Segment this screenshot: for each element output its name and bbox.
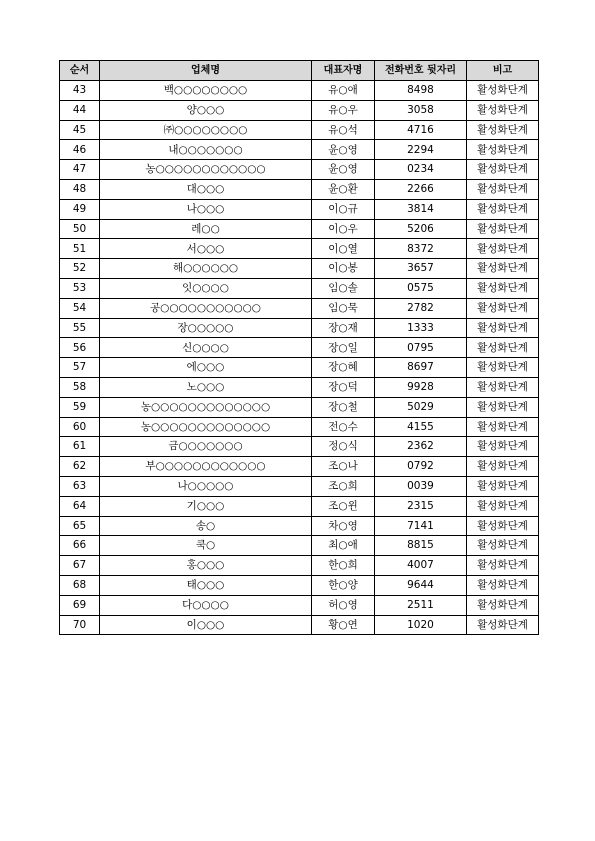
row-business-name: 노○○○ xyxy=(100,377,312,397)
row-representative: 유○석 xyxy=(312,120,375,140)
row-order: 70 xyxy=(60,615,100,635)
header-row xyxy=(60,61,539,81)
row-representative: 임○묵 xyxy=(312,298,375,318)
row-business-name: 금○○○○○○○ xyxy=(100,437,312,457)
row-phone-last-digits: 5029 xyxy=(375,397,467,417)
row-order: 44 xyxy=(60,100,100,120)
table-row xyxy=(60,516,539,536)
table-row xyxy=(60,437,539,457)
row-representative: 이○열 xyxy=(312,239,375,259)
row-representative: 전○수 xyxy=(312,417,375,437)
row-business-name: 신○○○○ xyxy=(100,338,312,358)
business-table xyxy=(59,60,539,635)
row-representative: 정○식 xyxy=(312,437,375,457)
row-representative: 유○우 xyxy=(312,100,375,120)
row-remarks: 활성화단계 xyxy=(467,377,539,397)
row-phone-last-digits: 8372 xyxy=(375,239,467,259)
row-phone-last-digits: 3657 xyxy=(375,259,467,279)
row-remarks: 활성화단계 xyxy=(467,318,539,338)
row-representative: 조○희 xyxy=(312,476,375,496)
header-business-name: 업체명 xyxy=(100,61,312,81)
row-remarks: 활성화단계 xyxy=(467,575,539,595)
row-representative: 이○우 xyxy=(312,219,375,239)
row-remarks: 활성화단계 xyxy=(467,278,539,298)
row-representative: 장○덕 xyxy=(312,377,375,397)
row-phone-last-digits: 5206 xyxy=(375,219,467,239)
row-business-name: 태○○○ xyxy=(100,575,312,595)
row-business-name: 다○○○○ xyxy=(100,595,312,615)
row-remarks: 활성화단계 xyxy=(467,358,539,378)
row-business-name: 나○○○○○ xyxy=(100,476,312,496)
row-order: 60 xyxy=(60,417,100,437)
row-representative: 윤○영 xyxy=(312,160,375,180)
row-representative: 이○봉 xyxy=(312,259,375,279)
row-remarks: 활성화단계 xyxy=(467,595,539,615)
row-phone-last-digits: 3814 xyxy=(375,199,467,219)
row-order: 58 xyxy=(60,377,100,397)
row-remarks: 활성화단계 xyxy=(467,536,539,556)
row-business-name: 서○○○ xyxy=(100,239,312,259)
row-phone-last-digits: 2315 xyxy=(375,496,467,516)
row-representative: 조○윈 xyxy=(312,496,375,516)
row-phone-last-digits: 1333 xyxy=(375,318,467,338)
row-business-name: 쿡○ xyxy=(100,536,312,556)
table-row xyxy=(60,199,539,219)
row-representative: 윤○환 xyxy=(312,179,375,199)
row-representative: 장○혜 xyxy=(312,358,375,378)
table-row xyxy=(60,358,539,378)
row-order: 67 xyxy=(60,556,100,576)
row-phone-last-digits: 3058 xyxy=(375,100,467,120)
row-phone-last-digits: 2782 xyxy=(375,298,467,318)
row-order: 65 xyxy=(60,516,100,536)
table-row xyxy=(60,575,539,595)
row-phone-last-digits: 0234 xyxy=(375,160,467,180)
row-representative: 허○영 xyxy=(312,595,375,615)
row-order: 69 xyxy=(60,595,100,615)
row-phone-last-digits: 0575 xyxy=(375,278,467,298)
row-order: 57 xyxy=(60,358,100,378)
row-remarks: 활성화단계 xyxy=(467,140,539,160)
row-business-name: 농○○○○○○○○○○○○ xyxy=(100,160,312,180)
row-phone-last-digits: 9928 xyxy=(375,377,467,397)
row-business-name: 에○○○ xyxy=(100,358,312,378)
row-remarks: 활성화단계 xyxy=(467,298,539,318)
table-row xyxy=(60,377,539,397)
row-remarks: 활성화단계 xyxy=(467,199,539,219)
row-business-name: 나○○○ xyxy=(100,199,312,219)
row-representative: 장○재 xyxy=(312,318,375,338)
row-phone-last-digits: 2511 xyxy=(375,595,467,615)
table-row xyxy=(60,120,539,140)
row-order: 66 xyxy=(60,536,100,556)
row-order: 56 xyxy=(60,338,100,358)
header-phone-last-digits: 전화번호 뒷자리 xyxy=(375,61,467,81)
row-business-name: 내○○○○○○○ xyxy=(100,140,312,160)
table-row xyxy=(60,615,539,635)
table-row xyxy=(60,298,539,318)
row-business-name: 대○○○ xyxy=(100,179,312,199)
row-remarks: 활성화단계 xyxy=(467,81,539,101)
table-body xyxy=(60,81,539,635)
row-order: 45 xyxy=(60,120,100,140)
header-remarks: 비고 xyxy=(467,61,539,81)
row-remarks: 활성화단계 xyxy=(467,179,539,199)
row-remarks: 활성화단계 xyxy=(467,160,539,180)
table-row xyxy=(60,100,539,120)
row-phone-last-digits: 2266 xyxy=(375,179,467,199)
row-business-name: 잇○○○○ xyxy=(100,278,312,298)
row-remarks: 활성화단계 xyxy=(467,338,539,358)
row-representative: 최○애 xyxy=(312,536,375,556)
row-remarks: 활성화단계 xyxy=(467,516,539,536)
row-remarks: 활성화단계 xyxy=(467,397,539,417)
row-remarks: 활성화단계 xyxy=(467,556,539,576)
row-order: 68 xyxy=(60,575,100,595)
row-order: 62 xyxy=(60,457,100,477)
row-phone-last-digits: 2362 xyxy=(375,437,467,457)
table-row xyxy=(60,457,539,477)
table-row xyxy=(60,278,539,298)
header-order: 순서 xyxy=(60,61,100,81)
row-representative: 조○나 xyxy=(312,457,375,477)
row-remarks: 활성화단계 xyxy=(467,437,539,457)
table-row xyxy=(60,318,539,338)
table-row xyxy=(60,160,539,180)
row-order: 64 xyxy=(60,496,100,516)
row-order: 53 xyxy=(60,278,100,298)
row-representative: 황○연 xyxy=(312,615,375,635)
row-order: 49 xyxy=(60,199,100,219)
row-order: 48 xyxy=(60,179,100,199)
row-representative: 이○규 xyxy=(312,199,375,219)
row-order: 52 xyxy=(60,259,100,279)
row-phone-last-digits: 4716 xyxy=(375,120,467,140)
row-order: 46 xyxy=(60,140,100,160)
row-remarks: 활성화단계 xyxy=(467,100,539,120)
table-header xyxy=(60,61,539,81)
table-row xyxy=(60,81,539,101)
row-representative: 한○희 xyxy=(312,556,375,576)
row-representative: 유○애 xyxy=(312,81,375,101)
row-business-name: 이○○○ xyxy=(100,615,312,635)
row-order: 51 xyxy=(60,239,100,259)
row-phone-last-digits: 2294 xyxy=(375,140,467,160)
row-business-name: 해○○○○○○ xyxy=(100,259,312,279)
table-row xyxy=(60,338,539,358)
table-row xyxy=(60,239,539,259)
row-representative: 장○일 xyxy=(312,338,375,358)
row-business-name: 부○○○○○○○○○○○○ xyxy=(100,457,312,477)
row-business-name: 공○○○○○○○○○○○ xyxy=(100,298,312,318)
row-remarks: 활성화단계 xyxy=(467,219,539,239)
row-business-name: 백○○○○○○○○ xyxy=(100,81,312,101)
row-order: 43 xyxy=(60,81,100,101)
row-representative: 장○철 xyxy=(312,397,375,417)
row-business-name: 양○○○ xyxy=(100,100,312,120)
row-remarks: 활성화단계 xyxy=(467,496,539,516)
row-representative: 차○영 xyxy=(312,516,375,536)
row-remarks: 활성화단계 xyxy=(467,417,539,437)
table-row xyxy=(60,595,539,615)
row-phone-last-digits: 0039 xyxy=(375,476,467,496)
row-business-name: 장○○○○○ xyxy=(100,318,312,338)
row-order: 61 xyxy=(60,437,100,457)
table-row xyxy=(60,417,539,437)
row-phone-last-digits: 4155 xyxy=(375,417,467,437)
row-remarks: 활성화단계 xyxy=(467,239,539,259)
row-phone-last-digits: 1020 xyxy=(375,615,467,635)
row-remarks: 활성화단계 xyxy=(467,120,539,140)
header-representative: 대표자명 xyxy=(312,61,375,81)
row-representative: 윤○영 xyxy=(312,140,375,160)
row-representative: 임○솔 xyxy=(312,278,375,298)
row-phone-last-digits: 8697 xyxy=(375,358,467,378)
row-phone-last-digits: 0795 xyxy=(375,338,467,358)
row-business-name: 기○○○ xyxy=(100,496,312,516)
row-order: 59 xyxy=(60,397,100,417)
row-phone-last-digits: 4007 xyxy=(375,556,467,576)
row-business-name: 홍○○○ xyxy=(100,556,312,576)
row-order: 63 xyxy=(60,476,100,496)
row-business-name: 농○○○○○○○○○○○○○ xyxy=(100,397,312,417)
row-business-name: 송○ xyxy=(100,516,312,536)
row-business-name: 농○○○○○○○○○○○○○ xyxy=(100,417,312,437)
table-row xyxy=(60,179,539,199)
row-remarks: 활성화단계 xyxy=(467,476,539,496)
row-phone-last-digits: 0792 xyxy=(375,457,467,477)
row-remarks: 활성화단계 xyxy=(467,457,539,477)
row-remarks: 활성화단계 xyxy=(467,259,539,279)
row-business-name: ㈜○○○○○○○○ xyxy=(100,120,312,140)
table-row xyxy=(60,397,539,417)
row-order: 47 xyxy=(60,160,100,180)
table-row xyxy=(60,219,539,239)
row-order: 55 xyxy=(60,318,100,338)
table-row xyxy=(60,496,539,516)
row-phone-last-digits: 9644 xyxy=(375,575,467,595)
row-order: 54 xyxy=(60,298,100,318)
row-phone-last-digits: 7141 xyxy=(375,516,467,536)
table-row xyxy=(60,536,539,556)
row-order: 50 xyxy=(60,219,100,239)
row-representative: 한○양 xyxy=(312,575,375,595)
table-row xyxy=(60,476,539,496)
row-business-name: 레○○ xyxy=(100,219,312,239)
table-row xyxy=(60,556,539,576)
table-row xyxy=(60,140,539,160)
row-phone-last-digits: 8498 xyxy=(375,81,467,101)
table-row xyxy=(60,259,539,279)
row-remarks: 활성화단계 xyxy=(467,615,539,635)
row-phone-last-digits: 8815 xyxy=(375,536,467,556)
